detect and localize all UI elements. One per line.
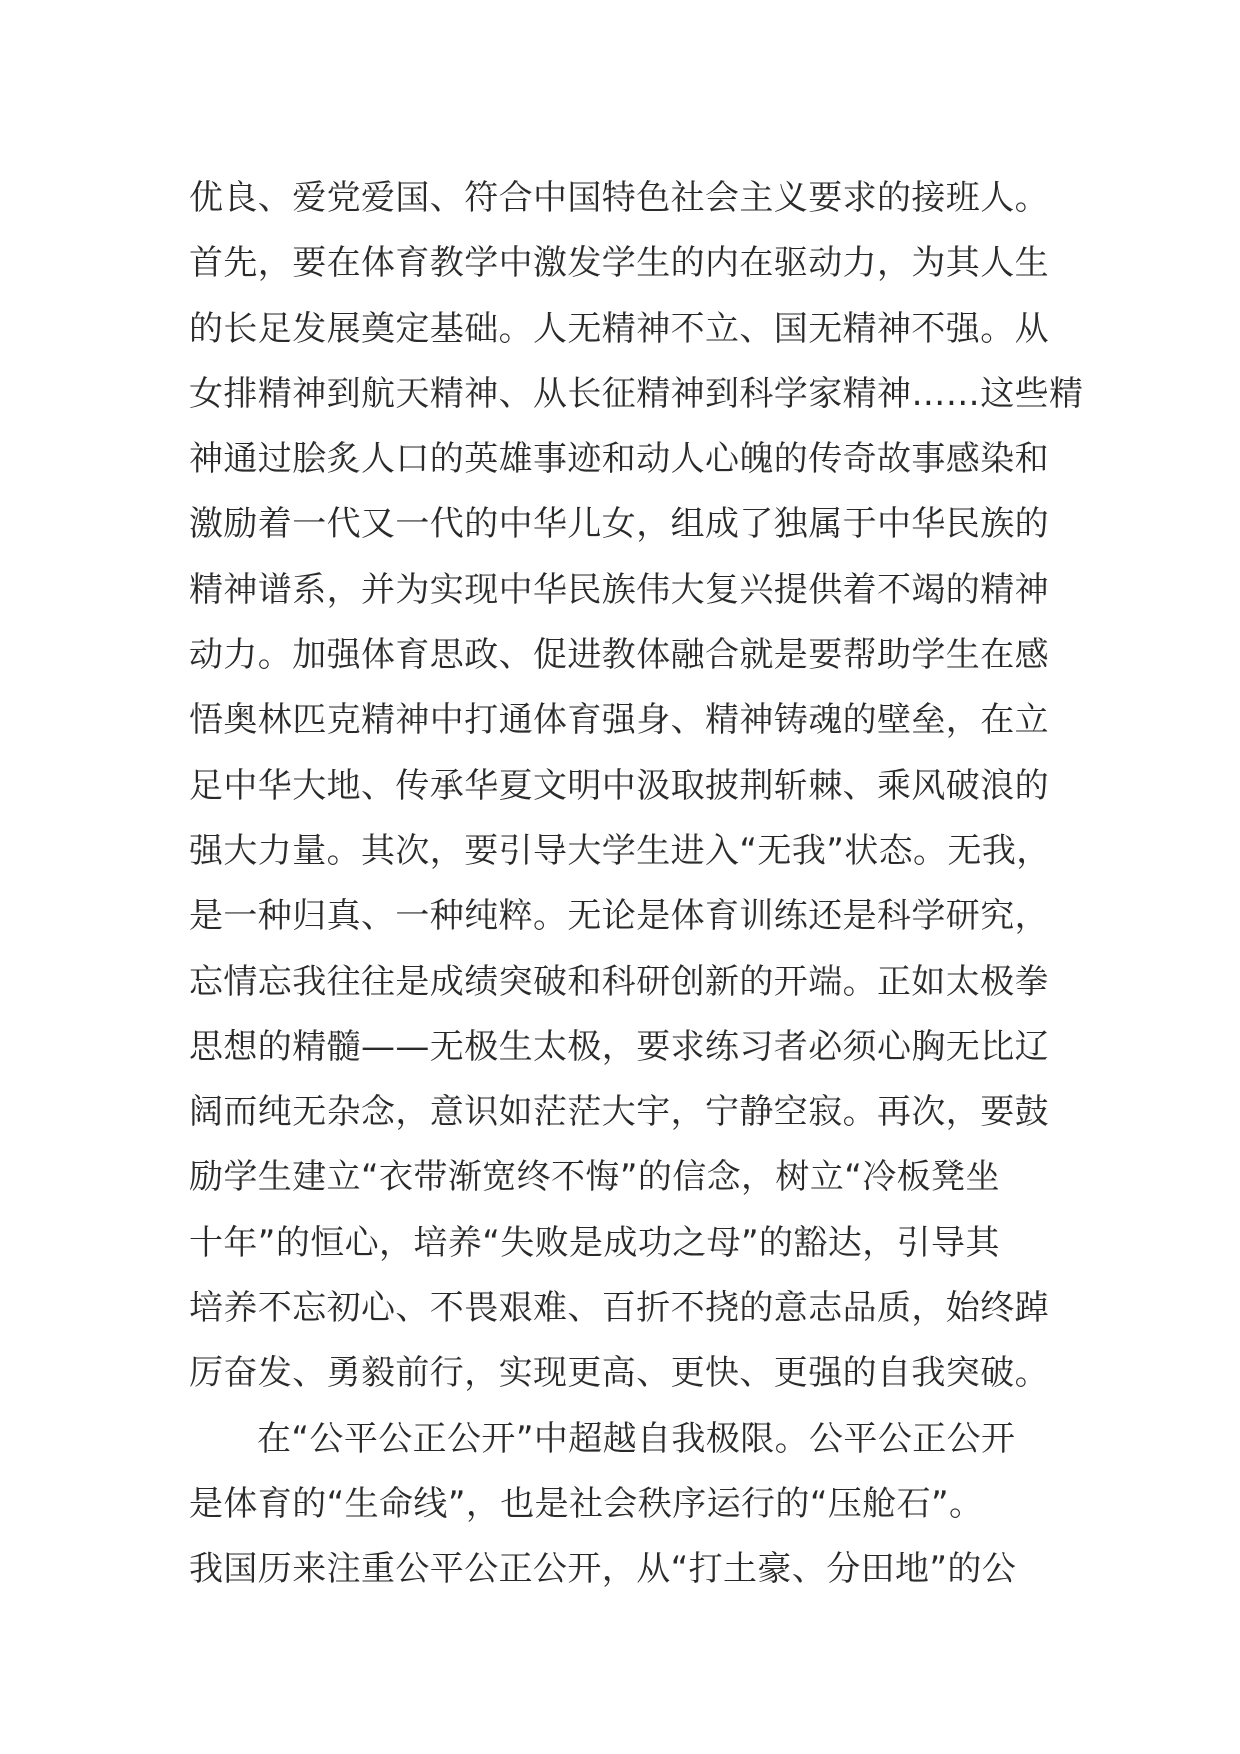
text-line: 首先，要在体育教学中激发学生的内在驱动力，为其人生 (189, 243, 1049, 284)
text-line: 忘情忘我往往是成绩突破和科研创新的开端。正如太极拳 (189, 961, 1049, 1002)
text-line: 十年”的恒心，培养“失败是成功之母”的豁达，引导其 (189, 1222, 1000, 1263)
text-line: 阔而纯无杂念，意识如茫茫大宇，宁静空寂。再次，要鼓 (189, 1092, 1049, 1133)
text-line: 是一种归真、一种纯粹。无论是体育训练还是科学研究， (189, 896, 1049, 937)
paragraph-start-line: 在“公平公正公开”中超越自我极限。公平公正公开 (257, 1418, 1016, 1459)
text-line: 我国历来注重公平公正公开，从“打土豪、分田地”的公 (189, 1549, 1017, 1590)
text-line: 的长足发展奠定基础。人无精神不立、国无精神不强。从 (189, 308, 1049, 349)
text-line: 强大力量。其次，要引导大学生进入“无我”状态。无我， (189, 830, 1051, 871)
text-line: 神通过脍炙人口的英雄事迹和动人心魄的传奇故事感染和 (189, 439, 1049, 480)
text-line: 是体育的“生命线”，也是社会秩序运行的“压舱石”。 (189, 1483, 984, 1524)
text-line: 激励着一代又一代的中华儿女，组成了独属于中华民族的 (189, 504, 1049, 545)
text-line: 动力。加强体育思政、促进教体融合就是要帮助学生在感 (189, 635, 1049, 676)
body-text (189, 166, 1084, 1603)
text-line: 培养不忘初心、不畏艰难、百折不挠的意志品质，始终踔 (189, 1288, 1049, 1329)
text-line: 优良、爱党爱国、符合中国特色社会主义要求的接班人。 (189, 178, 1049, 218)
text-line: 足中华大地、传承华夏文明中汲取披荆斩棘、乘风破浪的 (189, 765, 1049, 806)
text-line: 悟奥林匹克精神中打通体育强身、精神铸魂的壁垒，在立 (189, 700, 1049, 741)
text-line: 女排精神到航天精神、从长征精神到科学家精神……这些精 (189, 373, 1084, 414)
text-line: 精神谱系，并为实现中华民族伟大复兴提供着不竭的精神 (189, 569, 1049, 610)
text-line: 思想的精髓——无极生太极，要求练习者必须心胸无比辽 (189, 1026, 1049, 1067)
text-line: 励学生建立“衣带渐宽终不悔”的信念，树立“冷板凳坐 (189, 1157, 1000, 1198)
text-line: 厉奋发、勇毅前行，实现更高、更快、更强的自我突破。 (189, 1353, 1049, 1394)
